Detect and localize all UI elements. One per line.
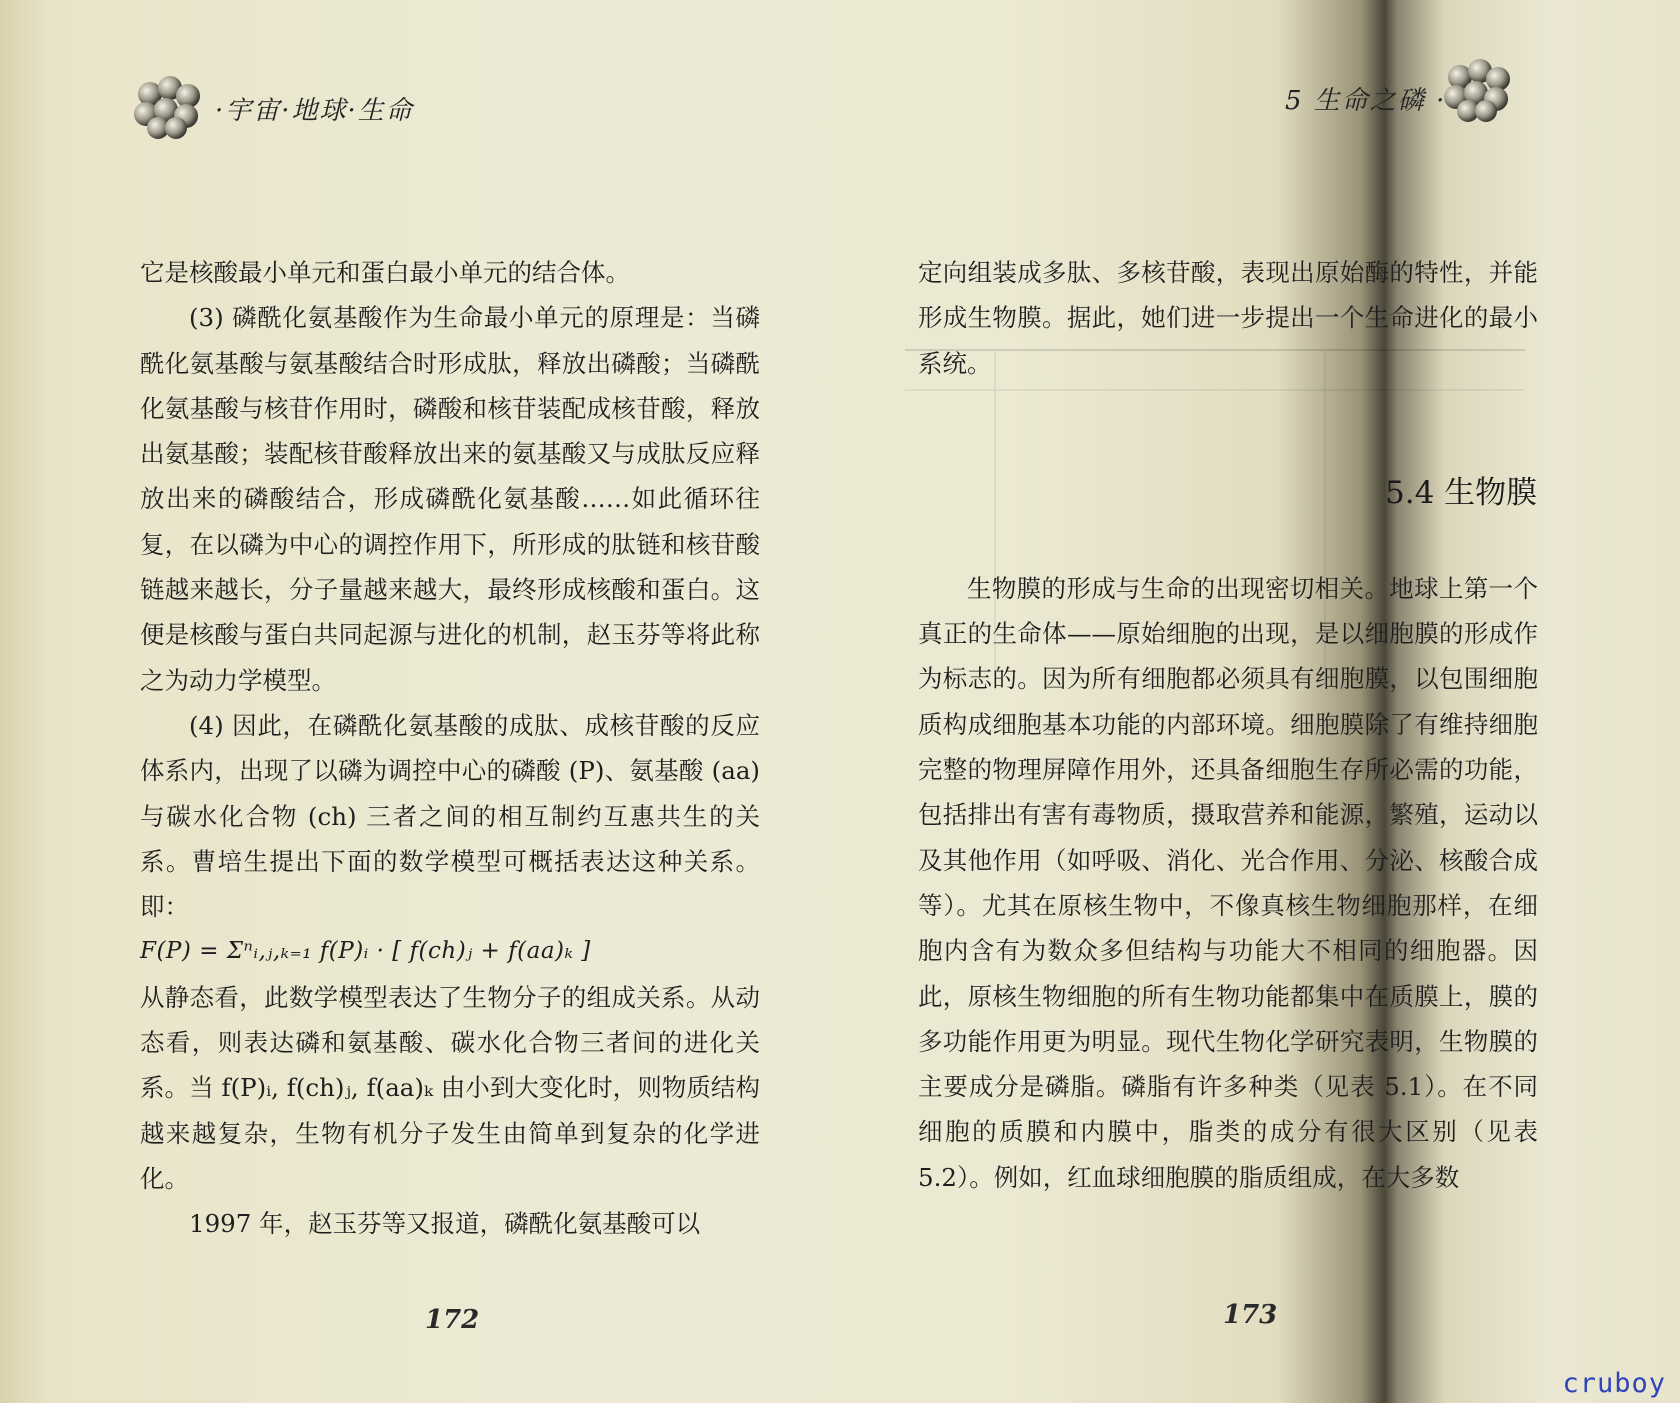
page-number: 172	[425, 1305, 480, 1335]
running-head: 5 生命之磷 ·	[1285, 86, 1447, 116]
section-heading: 5.4 生物膜	[1385, 475, 1538, 511]
paragraph: 从静态看，此数学模型表达了生物分子的组成关系。从动态看，则表达磷和氨基酸、碳水化合物三者间的进化关系。当 f(P)ᵢ, f(ch)ⱼ, f(aa)ₖ 由小到大变化时，则物质结构越来越复杂，生物有机分子发生由简单到复杂的化学进化。	[140, 982, 760, 1193]
paragraph: 它是核酸最小单元和蛋白最小单元的结合体。	[140, 258, 630, 287]
molecule-cluster-icon	[1440, 55, 1518, 123]
paragraph: 生物膜的形成与生命的出现密切相关。地球上第一个真正的生命体——原始细胞的出现，是以细胞膜的形成作为标志的。因为所有细胞都必须具有细胞膜，以包围细胞质构成细胞基本功能的内部环境。细胞膜除了有维持细胞完整的物理屏障作用外，还具备细胞生存所必需的功能，包括排出有害有毒物质，摄取营养和能源，繁殖，运动以及其他作用（如呼吸、消化、光合作用、分泌、核酸合成等）。尤其在原核生物中，不像真核生物细胞那样，在细胞内含有为数众多但结构与功能大不相同的细胞器。因此，原核生物细胞的所有生物功能都集中在质膜上，膜的多功能作用更为明显。现代生物化学研究表明，生物膜的主要成分是磷脂。磷脂有许多种类（见表 5.1）。在不同细胞的质膜和内膜中，脂类的成分有很大区别（见表 5.2）。例如，红血球细胞膜的脂质组成，在大多数	[918, 573, 1538, 1192]
right-body-text	[918, 250, 1538, 1200]
molecule-cluster-icon	[130, 72, 208, 140]
paragraph: 定向组装成多肽、多核苷酸，表现出原始酶的特性，并能形成生物膜。据此，她们进一步提出一个生命进化的最小系统。	[918, 258, 1538, 378]
watermark: cruboy	[1562, 1368, 1666, 1399]
running-head: ·宇宙·地球·生命	[215, 96, 414, 126]
left-body-text	[140, 250, 760, 1247]
math-formula: F(P) = Σⁿᵢ,ⱼ,ₖ₌₁ f(P)ᵢ · [ f(ch)ⱼ + f(aa)ₖ ]	[140, 938, 591, 965]
paragraph: 1997 年，赵玉芬等又报道，磷酰化氨基酸可以	[189, 1209, 701, 1239]
left-page	[0, 0, 825, 1403]
page-number: 173	[1223, 1300, 1278, 1330]
paragraph: (3) 磷酰化氨基酸作为生命最小单元的原理是：当磷酰化氨基酸与氨基酸结合时形成肽，释放出磷酸；当磷酰化氨基酸与核苷作用时，磷酸和核苷装配成核苷酸，释放出氨基酸；装配核苷酸释放出来的氨基酸又与成肽反应释放出来的磷酸结合，形成磷酰化氨基酸……如此循环往复，在以磷为中心的调控作用下，所形成的肽链和核苷酸链越来越长，分子量越来越大，最终形成核酸和蛋白。这便是核酸与蛋白共同起源与进化的机制，赵玉芬等将此称之为动力学模型。	[140, 303, 760, 695]
paragraph: (4) 因此，在磷酰化氨基酸的成肽、成核苷酸的反应体系内，出现了以磷为调控中心的磷酸 (P)、氨基酸 (aa) 与碳水化合物 (ch) 三者之间的相互制约互惠共生的关系。曹培生提出下面的数学模型可概括表达这种关系。即：	[140, 710, 760, 922]
